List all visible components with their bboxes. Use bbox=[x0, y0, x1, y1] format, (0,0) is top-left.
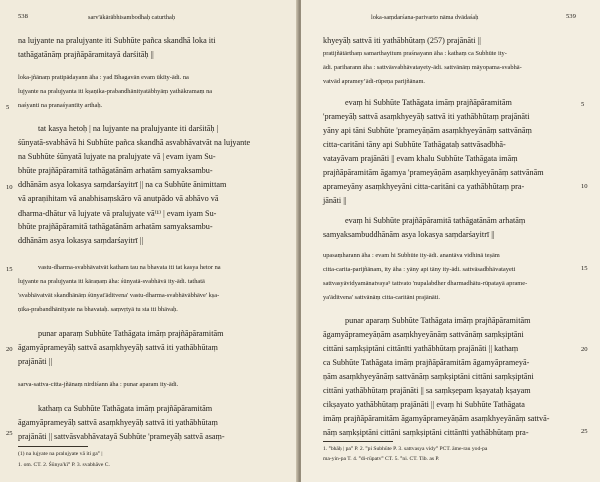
text-line: cikṣayato yathābhūtaṃ prajānāti || evaṃ hi Subhūte Tathāgata bbox=[323, 400, 525, 409]
line-number: 15 bbox=[6, 266, 13, 273]
commentary-line: ya'āditvena' sattvānāṃ citta-caritāni prajānāti. bbox=[323, 294, 440, 301]
text-line: na lujyante na pralujyante iti Subhūte pañca skandhā loka iti bbox=[18, 36, 216, 45]
text-line: tathāgatānāṃ prajñāpāramitayā darśitāḥ || bbox=[18, 50, 154, 59]
line-number: 25 bbox=[6, 430, 13, 437]
text-line: vā apraṇihitam vā anabhisaṃskāro vā anutpādo vā abhāvo vā bbox=[18, 194, 219, 203]
commentary-line: vastu-dharma-svabhāvatvāt katham tau na bhavata iti tat kasya hetor na bbox=[38, 264, 221, 271]
text-line: ddhānām asya lokasya saṃdarśayitrī || na ca Subhūte ānimittam bbox=[18, 180, 227, 189]
line-number: 10 bbox=[581, 183, 588, 190]
text-line: bhūte prajñāpāramitā tathāgatānām arhatām samyaksambu- bbox=[18, 222, 213, 231]
footnote-line: (1) na lujyate na pralujyate vā iti ga° | bbox=[18, 451, 103, 457]
text-line: samyaksambuddhānām asya lokasya saṃdarśayitrī || bbox=[323, 230, 495, 239]
text-line: nāṃ saṃkṣiptāni cittāni saṃkṣiptāni cittānīti yathābhūtaṃ pra- bbox=[323, 428, 529, 437]
text-line: ddhānām asya lokasya saṃdarśayitrī || bbox=[18, 236, 144, 245]
text-line: punar aparaṃ Subhūte Tathāgata imāṃ prajñāpāramitām bbox=[38, 329, 224, 338]
footnote-rule bbox=[18, 446, 88, 447]
text-line: aprameyāny asaṃkhyeyāni citta-caritāni ca yathābhūtaṃ pra- bbox=[323, 182, 525, 191]
page-number: 538 bbox=[18, 13, 28, 20]
page-number: 539 bbox=[566, 13, 576, 20]
text-line: śūnyatā-svabhāvā hi Subhūte pañca skandhā asvabhāvatvāt na lujyante bbox=[18, 138, 251, 147]
commentary-line: upasaṃharann āha : evam hi Subhūte ity-ādi. anantāva vidhinā teṣām bbox=[323, 252, 500, 259]
running-head: loka-saṃdarśana-parivarto nāma dvādaśaḥ bbox=[371, 14, 479, 21]
right-page bbox=[301, 0, 600, 482]
text-line: yāny api tāni Subhūte 'prameyāṇām asaṃkhyeyānāṃ sattvānāṃ bbox=[323, 126, 532, 135]
text-line: tat kasya hetoḥ | na lujyante na pralujyante iti darśitāḥ | bbox=[38, 124, 219, 133]
text-line: ca Subhūte Tathāgata imāṃ prajñāpāramitām āgamyāprameyā- bbox=[323, 358, 530, 367]
line-number: 25 bbox=[581, 428, 588, 435]
line-number: 15 bbox=[581, 265, 588, 272]
text-line: vatayāvam prajānāti || evam khalu Subhūte Tathāgata imāṃ bbox=[323, 154, 518, 163]
text-line: na Subhūte śūnyatā lujyate na pralujyate vā | evam iyam Su- bbox=[18, 152, 216, 161]
text-line: āgamyāprameyāḥ sattvā asaṃkhyeyāḥ sattvā iti yathābhūtaṃ bbox=[18, 343, 218, 352]
text-line: imāṃ prajñāpāramitām āgamyāprameyāṇām asaṃkhyeyānāṃ sattvā- bbox=[323, 414, 550, 423]
commentary-line: ādi. pariharann āha : sattvāsvabhāvatayety-ādi. sattvānāṃ māyopama-svabhā- bbox=[323, 64, 522, 71]
commentary-line: sarva-sattva-citta-jñānaṃ nirdiśann āha : punar aparam ity-ādi. bbox=[18, 381, 179, 388]
text-line: bhūte prajñāpāramitā tathāgatānām arhatām samyaksambu- bbox=[18, 166, 213, 175]
left-page bbox=[0, 0, 299, 482]
text-line: dharma-dhātur vā lujyate vā pralujyate vā⁽¹⁾ | evam iyam Su- bbox=[18, 209, 217, 218]
commentary-line: citta-carita-parijñānam, ity āha : yāny api tāny ity-ādi. sattvāsadbhāvatayeti bbox=[323, 266, 516, 273]
text-line: prajānāti || bbox=[18, 357, 52, 366]
commentary-line: ṇika-prabandhānityate na bhavataḥ. saṃvṛtyā tu sta iti bhāvaḥ. bbox=[18, 306, 178, 313]
running-head: sarv'ākārābhisambodhaḥ caturthaḥ bbox=[88, 14, 175, 21]
commentary-line: pratijñātārthaṃ samarthayitum praśnayann āha : kathaṃ ca Subhūte ity- bbox=[323, 50, 507, 57]
text-line: āgamyāprameyāṇām asaṃkhyeyānāṃ sattvānāṃ saṃkṣiptāni bbox=[323, 330, 524, 339]
text-line: prajānāti || sattvāsvabhāvatayā Subhūte 'prameyāḥ sattvā asaṃ- bbox=[18, 432, 225, 441]
text-line: jānāti || bbox=[323, 196, 347, 205]
text-line: citta-caritāni tāny api Subhūte Tathāgataḥ sattvāsadbhā- bbox=[323, 140, 506, 149]
commentary-line: 'svabhāvatvāt skandhānāṃ śūnyat'āditvena' vastu-dharma-svabhāvābhāve' kṣa- bbox=[18, 292, 220, 299]
text-line: āgamyāprameyāḥ sattvā asaṃkhyeyāḥ sattvā iti yathābhūtaṃ bbox=[18, 418, 218, 427]
commentary-line: loka-jñānaṃ pratipādayann āha : yad Bhagavān evam ūkīty-ādi. na bbox=[18, 74, 189, 81]
text-line: 'prameyāḥ sattvā asaṃkhyeyāḥ sattvā iti yathābhūtaṃ prajānāti bbox=[323, 112, 530, 121]
text-line: evaṃ hi Subhūte Tathāgata imāṃ prajñāpāramitām bbox=[345, 98, 512, 107]
line-number: 5 bbox=[581, 101, 585, 108]
commentary-line: lujyante na pralujyanta iti kṣaṇika-prabandhānityatābhyāṃ yathākramaṃ na bbox=[18, 88, 213, 95]
text-line: prajñāpāramitām āgamya 'prameyāṇām asaṃkhyeyānāṃ sattvānām bbox=[323, 168, 544, 177]
commentary-line: lujyante na pralujyanta iti kāraṇaṃ āha: śūnyatā-svabhāvā ity-ādi. tathatā bbox=[18, 278, 205, 285]
line-number: 20 bbox=[6, 346, 13, 353]
footnote-rule bbox=[323, 441, 393, 442]
line-number: 5 bbox=[6, 104, 10, 111]
line-number: 10 bbox=[6, 184, 13, 191]
footnote-line: ma-yin-pa T. 4. °di-rūpatv° CT. 5. °ni. CT. Tib. as P. bbox=[323, 456, 440, 462]
text-line: cittāni saṃkṣiptāni cittānīti yathābhūtaṃ prajānāti || kathaṃ bbox=[323, 344, 519, 353]
footnote-line: 1. °bhāḥ | pa° P. 2. °pi Subhūte P. 3. sattvasya vidy° PCT. āme-rau yod-pa bbox=[323, 446, 488, 452]
commentary-line: naśyanti na pranaśyantīty arthaḥ. bbox=[18, 102, 103, 109]
text-line: khyeyāḥ sattvā iti yathābhūtaṃ (257) prajānāti || bbox=[323, 36, 481, 45]
footnote-line: 1. om. CT. 2. Śūnya'kī° P. 3. svabhāve C. bbox=[18, 462, 110, 468]
text-line: ṇām asaṃkhyeyānāṃ sattvānāṃ saṃkṣiptāni cittāni saṃkṣiptāni bbox=[323, 372, 534, 381]
line-number: 20 bbox=[581, 346, 588, 353]
text-line: evaṃ hi Subhūte prajñāpāramitā tathāgatānām arhatāṃ bbox=[345, 216, 526, 225]
commentary-line: vatvād aprameyʼādi-rūpeṇa parijñānam. bbox=[323, 78, 426, 85]
commentary-line: sattvasyāvidyamānatvaya⁵ tattvato 'nupalabdher dharmadhātu-rūpatayā aprame- bbox=[323, 280, 528, 287]
text-line: cittāni yathābhūtaṃ prajānāti || sa saṃkṣepam kṣayataḥ kṣayam bbox=[323, 386, 531, 395]
text-line: kathaṃ ca Subhūte Tathāgata imāṃ prajñāpāramitām bbox=[38, 404, 213, 413]
text-line: punar aparaṃ Subhūte Tathāgata imāṃ prajñāpāramitām bbox=[345, 316, 531, 325]
